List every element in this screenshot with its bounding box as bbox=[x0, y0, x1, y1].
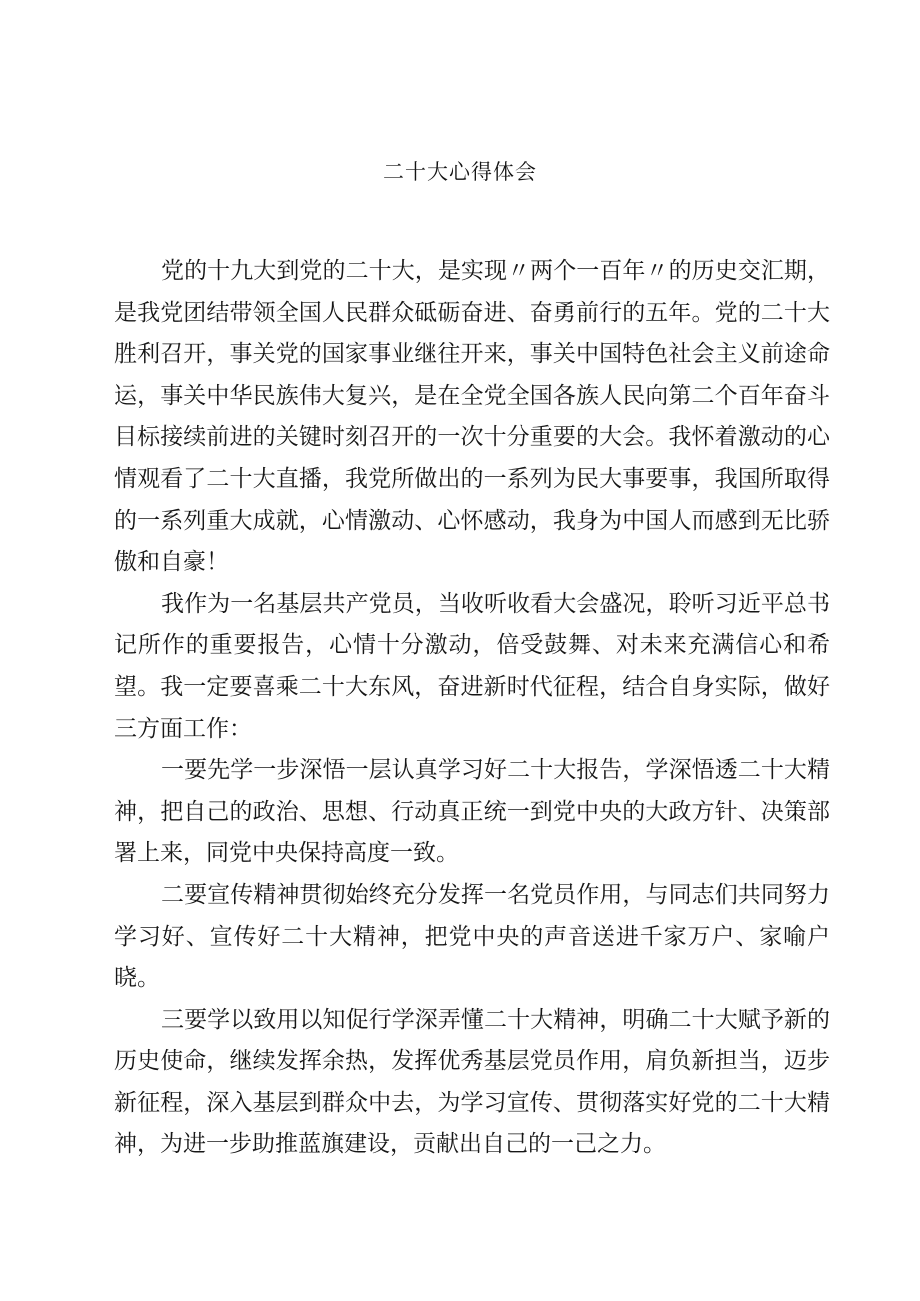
document-body bbox=[114, 251, 830, 1166]
paragraph-intro: 党的十九大到党的二十大，是实现〃两个一百年〃的历史交汇期，是我党团结带领全国人民群众砥砺奋进、奋勇前行的五年。党的二十大胜利召开，事关党的国家事业继往开来，事关中国特色社会主义前途命运，事关中华民族伟大复兴，是在全党全国各族人民向第二个百年奋斗目标接续前进的关键时刻召开的一次十分重要的大会。我怀着激动的心情观看了二十大直播，我党所做出的一系列为民大事要事，我国所取得的一系列重大成就，心情激动、心怀感动，我身为中国人而感到无比骄傲和自豪！ bbox=[114, 258, 830, 576]
paragraph-point-two: 二要宣传精神贯彻始终充分发挥一名党员作用，与同志们共同努力学习好、宣传好二十大精神，把党中央的声音送进千家万户、家喻户晓。 bbox=[114, 881, 830, 992]
paragraph-point-one: 一要先学一步深悟一层认真学习好二十大报告，学深悟透二十大精神，把自己的政治、思想、行动真正统一到党中央的大政方针、决策部署上来，同党中央保持高度一致。 bbox=[114, 757, 830, 867]
paragraph-commitment: 我作为一名基层共产党员，当收听收看大会盛况，聆听习近平总书记所作的重要报告，心情十分激动，倍受鼓舞、对未来充满信心和希望。我一定要喜乘二十大东风，奋进新时代征程，结合自身实际，做好三方面工作： bbox=[114, 590, 830, 742]
paragraph-point-three: 三要学以致用以知促行学深弄懂二十大精神，明确二十大赋予新的历史使命，继续发挥余热，发挥优秀基层党员作用，肩负新担当，迈步新征程，深入基层到群众中去，为学习宣传、贯彻落实好党的二十大精神，为进一步助推蓝旗建设，贡献出自己的一己之力。 bbox=[114, 1006, 830, 1158]
document-title: 二十大心得体会 bbox=[383, 160, 537, 184]
